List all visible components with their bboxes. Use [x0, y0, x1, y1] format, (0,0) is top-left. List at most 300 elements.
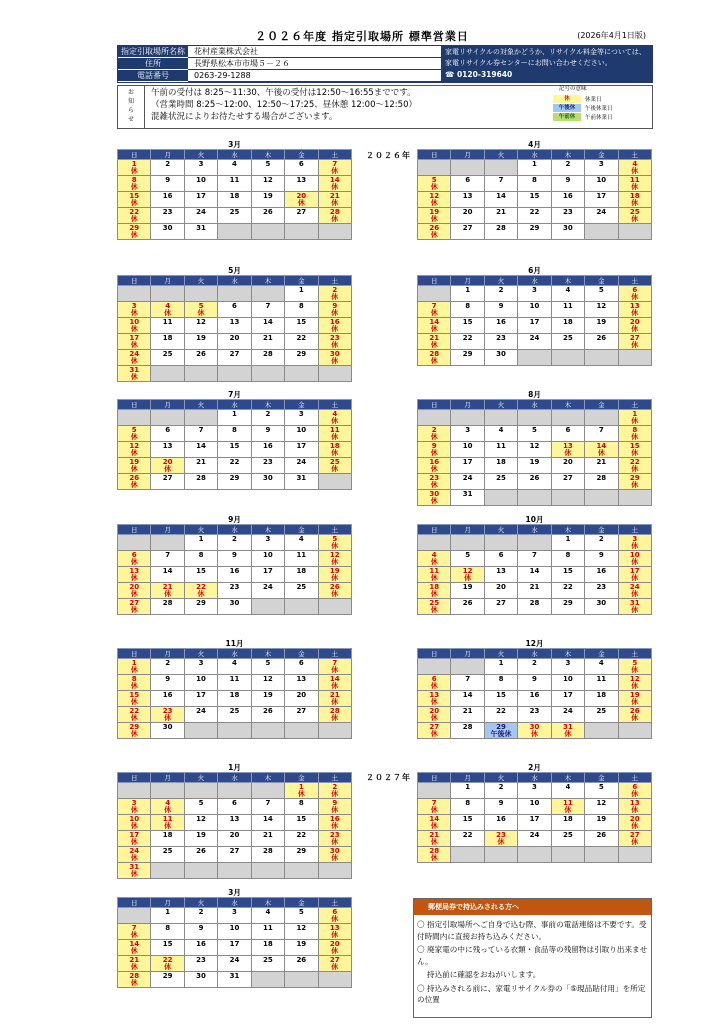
weekday-header: 土 — [618, 649, 651, 659]
week-row — [118, 474, 352, 490]
weekday-header: 金 — [585, 400, 618, 410]
day-cell — [151, 707, 184, 723]
guide-item: 〇 持込みされる前に、家電リサイクル券の「⑤現品貼付用」を所定の位置 — [417, 983, 646, 1004]
day-status: 休 — [331, 698, 339, 706]
day-cell — [151, 583, 184, 599]
day-cell — [251, 940, 284, 956]
day-status: 休 — [331, 915, 339, 923]
weekday-header: 土 — [618, 276, 651, 286]
day-number: 20 — [229, 831, 240, 839]
day-cell — [318, 458, 351, 474]
day-number: 27 — [462, 224, 473, 232]
week-row — [118, 956, 352, 972]
day-cell — [218, 410, 251, 426]
day-cell — [551, 799, 584, 815]
day-cell — [184, 302, 217, 318]
day-status: 休 — [164, 309, 172, 317]
day-cell — [218, 551, 251, 567]
day-cell — [585, 286, 618, 302]
day-cell — [318, 783, 351, 799]
day-number: 7 — [332, 659, 338, 667]
empty-day — [218, 286, 251, 302]
day-number: 2 — [198, 908, 204, 916]
day-cell — [484, 426, 517, 442]
day-number: 4 — [332, 410, 338, 418]
day-cell — [484, 659, 517, 675]
day-number: 8 — [498, 675, 504, 683]
weekday-header: 水 — [218, 400, 251, 410]
day-number: 13 — [229, 815, 240, 823]
day-number: 8 — [131, 176, 137, 184]
day-cell — [451, 334, 484, 350]
day-number: 17 — [596, 192, 607, 200]
day-number: 17 — [629, 567, 640, 575]
day-cell — [251, 350, 284, 366]
day-number: 11 — [596, 675, 607, 683]
empty-day — [151, 783, 184, 799]
week-row — [118, 224, 352, 240]
day-number: 8 — [632, 426, 638, 434]
day-cell — [184, 535, 217, 551]
day-status: 休 — [631, 606, 639, 614]
day-number: 11 — [563, 799, 573, 807]
day-number: 9 — [598, 551, 604, 559]
day-number: 8 — [565, 551, 571, 559]
day-number: 22 — [563, 583, 573, 591]
day-cell — [318, 350, 351, 366]
weekday-header: 木 — [551, 525, 584, 535]
day-number: 24 — [296, 458, 307, 466]
day-number: 29 — [196, 599, 206, 607]
day-cell — [218, 956, 251, 972]
empty-day — [118, 908, 151, 924]
day-number: 13 — [129, 567, 140, 575]
day-cell — [418, 723, 451, 739]
day-number: 15 — [296, 815, 307, 823]
day-status: 休 — [631, 574, 639, 582]
day-cell — [285, 350, 318, 366]
day-status: 休 — [464, 574, 472, 582]
day-number: 25 — [162, 847, 173, 855]
day-cell — [151, 799, 184, 815]
weekday-header: 火 — [184, 150, 217, 160]
day-number: 3 — [598, 160, 604, 168]
day-number: 22 — [196, 583, 206, 591]
day-cell — [151, 908, 184, 924]
week-row — [118, 192, 352, 208]
day-cell — [118, 474, 151, 490]
day-cell — [285, 691, 318, 707]
day-number: 5 — [598, 286, 604, 294]
empty-day — [618, 490, 651, 506]
weekday-header: 金 — [585, 525, 618, 535]
weekday-header: 月 — [451, 400, 484, 410]
day-cell — [585, 318, 618, 334]
day-cell — [285, 302, 318, 318]
weekday-header: 日 — [418, 649, 451, 659]
day-cell — [451, 442, 484, 458]
day-cell — [418, 551, 451, 567]
day-cell — [184, 831, 217, 847]
empty-day — [218, 366, 251, 382]
guide-body — [414, 915, 651, 1012]
info-contact-line: 家電リサイクルの対象かどうか、リサイクル料金等については、 — [445, 48, 646, 56]
day-number: 26 — [263, 208, 273, 216]
day-cell — [118, 723, 151, 739]
day-number: 20 — [229, 334, 240, 342]
day-cell — [451, 583, 484, 599]
day-number: 20 — [329, 940, 340, 948]
day-cell — [318, 286, 351, 302]
day-number: 4 — [565, 286, 571, 294]
guide-item: 持込前に確認をおねがいします。 — [427, 970, 541, 979]
day-cell — [551, 458, 584, 474]
week-row — [418, 675, 652, 691]
day-number: 18 — [563, 815, 573, 823]
empty-day — [151, 410, 184, 426]
day-number: 13 — [296, 176, 307, 184]
day-cell — [251, 176, 284, 192]
day-status: 休 — [631, 309, 639, 317]
day-number: 10 — [563, 675, 573, 683]
empty-day — [218, 783, 251, 799]
day-cell — [418, 831, 451, 847]
day-cell — [118, 599, 151, 615]
day-status: 休 — [130, 590, 138, 598]
day-status: 休 — [130, 606, 138, 614]
day-cell — [618, 551, 651, 567]
day-status: 休 — [631, 838, 639, 846]
day-cell — [184, 799, 217, 815]
day-number: 17 — [263, 567, 273, 575]
week-row — [418, 490, 652, 506]
day-cell — [218, 567, 251, 583]
day-cell — [251, 567, 284, 583]
day-cell — [151, 334, 184, 350]
weekday-header: 日 — [418, 276, 451, 286]
day-status: 休 — [331, 854, 339, 862]
week-row — [118, 799, 352, 815]
day-cell — [484, 583, 517, 599]
legend-desc: 午前休業日 — [585, 114, 613, 121]
day-status: 午後休 — [490, 730, 512, 738]
day-cell — [585, 302, 618, 318]
day-number: 5 — [265, 160, 271, 168]
day-number: 12 — [462, 567, 473, 575]
month-name: 4月 — [528, 140, 541, 149]
day-cell — [285, 956, 318, 972]
day-cell — [418, 426, 451, 442]
empty-day — [418, 659, 451, 675]
day-cell — [318, 208, 351, 224]
day-number: 6 — [498, 551, 504, 559]
day-cell — [585, 659, 618, 675]
day-number: 26 — [196, 350, 206, 358]
day-number: 13 — [162, 442, 173, 450]
day-cell — [551, 815, 584, 831]
day-number: 31 — [129, 366, 140, 374]
day-number: 3 — [232, 908, 237, 916]
day-number: 3 — [198, 659, 204, 667]
weekday-header: 土 — [618, 150, 651, 160]
day-cell — [551, 675, 584, 691]
day-cell — [451, 286, 484, 302]
day-cell — [118, 334, 151, 350]
day-cell — [285, 799, 318, 815]
day-number: 23 — [429, 474, 440, 482]
day-cell — [218, 972, 251, 988]
weekday-header: 月 — [151, 649, 184, 659]
day-number: 6 — [165, 426, 171, 434]
day-cell — [451, 192, 484, 208]
day-number: 27 — [229, 847, 240, 855]
day-status: 休 — [130, 806, 138, 814]
day-number: 28 — [429, 350, 440, 358]
day-cell — [118, 551, 151, 567]
day-number: 16 — [196, 940, 206, 948]
empty-day — [118, 410, 151, 426]
day-number: 7 — [598, 426, 604, 434]
day-number: 22 — [462, 831, 473, 839]
day-status: 休 — [164, 822, 172, 830]
day-number: 20 — [629, 815, 640, 823]
day-number: 15 — [162, 940, 173, 948]
empty-day — [585, 847, 618, 863]
day-number: 10 — [196, 675, 206, 683]
empty-day — [618, 847, 651, 863]
info-contact-phone: ☎ 0120-319640 — [445, 70, 513, 79]
day-number: 22 — [129, 208, 140, 216]
day-cell — [618, 334, 651, 350]
day-cell — [484, 458, 517, 474]
day-number: 14 — [529, 567, 540, 575]
day-status: 休 — [430, 822, 438, 830]
day-cell — [118, 567, 151, 583]
day-cell — [451, 474, 484, 490]
weekday-header: 金 — [585, 150, 618, 160]
day-number: 7 — [532, 551, 537, 559]
day-number: 14 — [429, 318, 440, 326]
day-number: 26 — [596, 831, 607, 839]
day-number: 25 — [563, 831, 573, 839]
empty-day — [585, 490, 618, 506]
day-cell — [418, 176, 451, 192]
day-cell — [585, 815, 618, 831]
day-cell — [151, 924, 184, 940]
day-cell — [184, 924, 217, 940]
day-cell — [518, 192, 551, 208]
day-cell — [151, 956, 184, 972]
day-number: 23 — [496, 334, 506, 342]
day-number: 7 — [265, 799, 271, 807]
day-status: 休 — [430, 449, 438, 457]
day-number: 21 — [329, 691, 340, 699]
week-row — [418, 160, 652, 176]
month-grid — [417, 524, 652, 615]
month-grid — [117, 897, 352, 988]
day-cell — [285, 208, 318, 224]
empty-day — [184, 723, 217, 739]
day-number: 27 — [629, 831, 640, 839]
day-cell — [618, 599, 651, 615]
day-status: 休 — [597, 449, 605, 457]
guide-item: 〇 廃家電の中に残っている衣類・食品等の残留物は引取り出来ません。 — [417, 945, 648, 966]
day-number: 1 — [465, 783, 471, 791]
day-status: 休 — [631, 215, 639, 223]
day-number: 8 — [465, 799, 471, 807]
day-number: 15 — [462, 318, 473, 326]
day-cell — [118, 302, 151, 318]
day-number: 3 — [198, 160, 204, 168]
weekday-header: 日 — [118, 276, 151, 286]
day-cell — [184, 972, 217, 988]
day-cell — [151, 458, 184, 474]
day-cell — [618, 799, 651, 815]
empty-day — [518, 535, 551, 551]
day-number: 3 — [632, 535, 638, 543]
day-cell — [518, 474, 551, 490]
empty-day — [251, 783, 284, 799]
day-number: 11 — [263, 924, 273, 932]
day-status: 休 — [164, 963, 172, 971]
week-row — [418, 723, 652, 739]
weekday-header: 土 — [318, 276, 351, 286]
day-cell — [151, 318, 184, 334]
day-cell — [184, 442, 217, 458]
day-number: 15 — [462, 815, 473, 823]
day-number: 8 — [465, 302, 471, 310]
day-cell — [218, 799, 251, 815]
week-row — [418, 192, 652, 208]
day-cell — [484, 176, 517, 192]
day-number: 19 — [596, 815, 607, 823]
week-row — [418, 426, 652, 442]
weekday-header: 金 — [285, 276, 318, 286]
day-number: 6 — [298, 659, 304, 667]
day-cell — [184, 458, 217, 474]
day-number: 24 — [129, 350, 140, 358]
day-number: 18 — [596, 691, 607, 699]
day-cell — [218, 847, 251, 863]
week-row — [418, 318, 652, 334]
day-cell — [285, 318, 318, 334]
day-cell — [218, 599, 251, 615]
day-cell — [285, 286, 318, 302]
day-cell — [118, 940, 151, 956]
day-cell — [551, 599, 584, 615]
empty-day — [518, 410, 551, 426]
day-cell — [318, 176, 351, 192]
weekday-header: 月 — [151, 400, 184, 410]
day-number: 9 — [431, 442, 437, 450]
weekday-header: 火 — [184, 898, 217, 908]
day-cell — [218, 442, 251, 458]
empty-day — [418, 410, 451, 426]
day-status: 休 — [430, 309, 438, 317]
empty-day — [218, 723, 251, 739]
day-status: 休 — [331, 357, 339, 365]
day-cell — [618, 815, 651, 831]
day-number: 12 — [529, 442, 540, 450]
day-number: 28 — [529, 599, 540, 607]
empty-day — [618, 224, 651, 240]
day-number: 22 — [162, 956, 173, 964]
day-cell — [184, 691, 217, 707]
day-status: 休 — [130, 373, 138, 381]
day-cell — [418, 192, 451, 208]
empty-day — [585, 224, 618, 240]
day-status: 休 — [130, 309, 138, 317]
day-status: 休 — [164, 590, 172, 598]
day-cell — [151, 426, 184, 442]
empty-day — [251, 366, 284, 382]
day-number: 13 — [496, 567, 506, 575]
week-row — [118, 908, 352, 924]
day-cell — [451, 707, 484, 723]
day-cell — [484, 192, 517, 208]
day-number: 18 — [162, 831, 173, 839]
day-status: 休 — [130, 465, 138, 473]
day-cell — [451, 799, 484, 815]
day-number: 23 — [596, 583, 607, 591]
day-number: 8 — [532, 176, 537, 184]
month-name: 1月 — [228, 763, 241, 772]
info-label-phone: 電話番号 — [118, 70, 188, 82]
day-number: 19 — [329, 567, 340, 575]
day-cell — [151, 551, 184, 567]
day-cell — [285, 831, 318, 847]
day-number: 11 — [296, 551, 307, 559]
day-cell — [285, 160, 318, 176]
weekday-header: 土 — [318, 773, 351, 783]
day-status: 休 — [130, 215, 138, 223]
legend-swatch: 休 — [553, 95, 581, 103]
day-number: 10 — [462, 442, 473, 450]
day-number: 31 — [563, 723, 573, 731]
day-cell — [218, 318, 251, 334]
week-row — [118, 972, 352, 988]
day-number: 16 — [162, 192, 173, 200]
day-number: 28 — [596, 474, 607, 482]
week-row — [418, 302, 652, 318]
weekday-header: 火 — [484, 773, 517, 783]
weekday-header: 木 — [551, 773, 584, 783]
day-number: 1 — [131, 659, 137, 667]
day-cell — [484, 815, 517, 831]
day-status: 休 — [130, 666, 138, 674]
day-cell — [285, 334, 318, 350]
day-cell — [251, 583, 284, 599]
day-cell — [251, 847, 284, 863]
day-cell — [218, 707, 251, 723]
day-cell — [151, 723, 184, 739]
day-number: 12 — [596, 799, 607, 807]
weekday-header: 月 — [451, 150, 484, 160]
empty-day — [518, 847, 551, 863]
day-number: 28 — [263, 847, 273, 855]
day-cell — [585, 567, 618, 583]
day-number: 3 — [298, 410, 304, 418]
day-number: 18 — [329, 442, 340, 450]
day-number: 27 — [629, 334, 640, 342]
day-cell — [551, 302, 584, 318]
day-cell — [418, 567, 451, 583]
day-number: 4 — [632, 160, 638, 168]
weekday-header: 水 — [518, 649, 551, 659]
day-number: 9 — [332, 302, 338, 310]
day-number: 14 — [263, 318, 273, 326]
day-number: 25 — [296, 583, 307, 591]
